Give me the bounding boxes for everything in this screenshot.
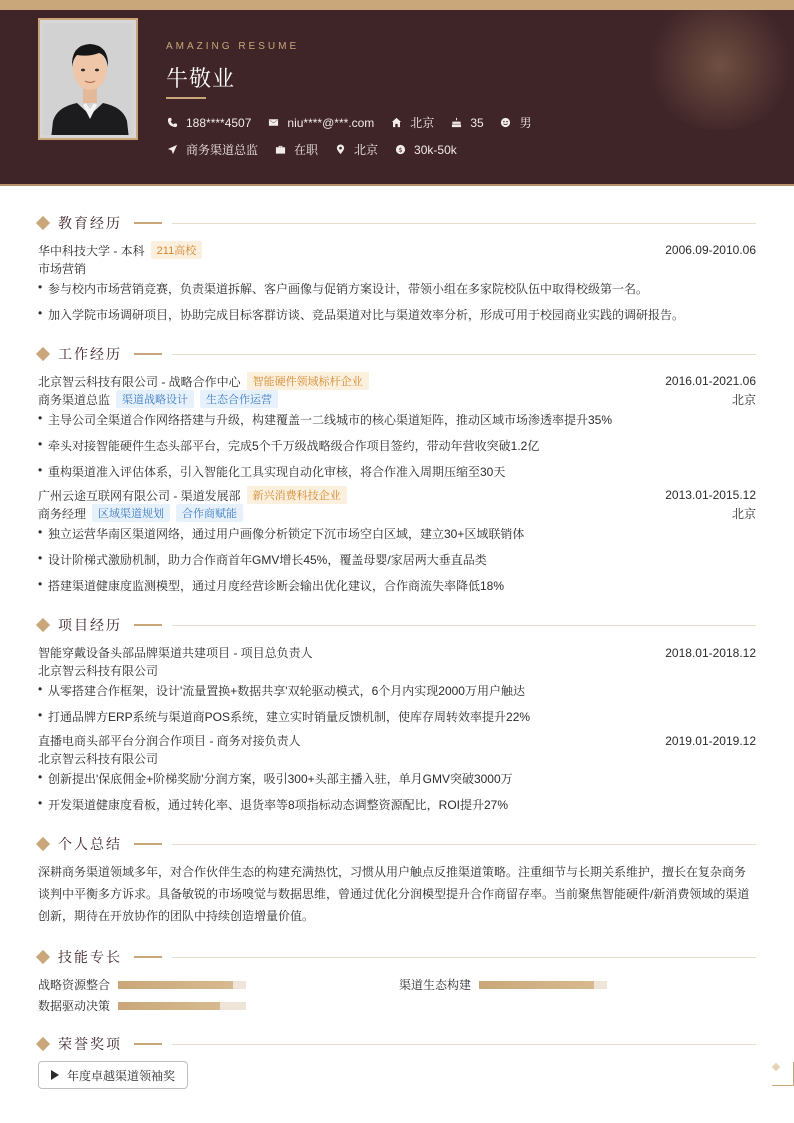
company-tag: 智能硬件领域标杆企业 [247, 372, 369, 390]
list-item: • 打通品牌方ERP系统与渠道商POS系统，建立实时销量反馈机制，使库存周转效率提升22% [38, 708, 531, 724]
major-text: 市场营销 [38, 262, 87, 276]
briefcase-icon [274, 144, 286, 156]
work-city: 北京 [731, 506, 756, 521]
list-item: • 独立运营华南区渠道网络，通过用户画像分析锁定下沉市场空白区域，建立30+区域联销体 [38, 525, 525, 541]
title-accent [134, 956, 162, 958]
phone-text: 188****4507 [186, 115, 252, 130]
project-title: 智能穿戴设备头部品牌渠道共建项目 - 项目总负责人 [38, 646, 313, 660]
company-name: 北京智云科技有限公司 - 战略合作中心 [38, 374, 241, 389]
project-date: 2019.01-2019.12 [665, 733, 756, 748]
list-item: • 重构渠道准入评估体系，引入智能化工具实现自动化审核，将合作准入周期压缩至30天 [38, 463, 506, 479]
diamond-icon [36, 950, 50, 964]
title-accent [134, 222, 162, 224]
skill-name: 渠道生态构建 [399, 978, 472, 992]
mail-icon [267, 117, 279, 129]
title-divider [172, 1044, 756, 1045]
top-accent-bar [0, 0, 794, 10]
status-text: 在职 [294, 143, 319, 157]
bullet-text: 参与校内市场营销竞赛，负责渠道拆解、客户画像与促销方案设计，带领小组在多家院校队伍中取得校级第一名。 [48, 282, 649, 296]
phone-item [166, 116, 251, 130]
title-divider [172, 223, 756, 224]
bullet-text: 创新提出'保底佣金+阶梯奖励'分润方案，吸引300+头部主播入驻，单月GMV突破3000万 [48, 772, 513, 786]
role-tag: 渠道战略设计 [116, 390, 194, 408]
work-1-header [38, 372, 756, 390]
diamond-icon [36, 216, 50, 230]
target-city-text: 北京 [354, 143, 379, 157]
section-title: 项目经历 [58, 617, 122, 633]
diamond-icon [36, 837, 50, 851]
home-icon [390, 117, 402, 129]
profile-photo [43, 23, 133, 135]
role-text: 商务渠道总监 [38, 392, 111, 407]
section-title: 个人总结 [58, 836, 122, 852]
contact-row [166, 114, 548, 131]
school-tag: 211高校 [151, 241, 203, 259]
skill-item [38, 976, 246, 993]
work-1-role [38, 390, 756, 408]
section-projects [36, 615, 756, 635]
award-text: 年度卓越渠道领袖奖 [67, 1068, 176, 1083]
title-accent [134, 843, 162, 845]
work-date: 2013.01-2015.12 [665, 488, 756, 502]
section-work [36, 344, 756, 364]
company-tag: 新兴消费科技企业 [247, 486, 347, 504]
bullet-text: 设计阶梯式激励机制，助力合作商首年GMV增长45%，覆盖母婴/家居两大垂直品类 [48, 553, 487, 567]
project-title: 直播电商头部平台分润合作项目 - 商务对接负责人 [38, 734, 301, 748]
target-city-item [334, 141, 378, 158]
bullet-text: 搭建渠道健康度监测模型，通过月度经营诊断会输出优化建议，合作商流失率降低18% [48, 579, 505, 593]
home-city-text: 北京 [410, 116, 435, 130]
bullet-text: 从零搭建合作框架，设计'流量置换+数据共享'双轮驱动模式，6个月内实现2000万用户触达 [48, 684, 525, 698]
email-item [267, 116, 374, 130]
home-city-item [390, 114, 434, 131]
bullet-text: 独立运营华南区渠道网络，通过用户画像分析锁定下沉市场空白区域，建立30+区域联销体 [48, 527, 525, 541]
project-1-company [38, 662, 756, 679]
project-1-header [38, 644, 756, 661]
role-text: 商务经理 [38, 506, 87, 521]
bullet-text: 加入学院市场调研项目，协助完成目标客群访谈、竞品渠道对比与渠道效率分析，形成可用于校园商业实践的调研报告。 [48, 308, 685, 322]
section-title: 教育经历 [58, 215, 122, 231]
role-tag: 区域渠道规划 [92, 504, 170, 522]
candidate-name: 牛敬业 [166, 66, 236, 91]
project-company: 北京智云科技有限公司 [38, 664, 159, 678]
project-company: 北京智云科技有限公司 [38, 752, 159, 766]
list-item: • 加入学院市场调研项目，协助完成目标客群访谈、竞品渠道对比与渠道效率分析，形成可用于校园商业实践的调研报告。 [38, 306, 685, 322]
role-tag: 合作商赋能 [176, 504, 243, 522]
education-date: 2006.09-2010.06 [665, 243, 756, 257]
school-name: 华中科技大学 - 本科 [38, 243, 145, 258]
list-item: • 开发渠道健康度看板，通过转化率、退货率等8项指标动态调整资源配比，ROI提升27% [38, 796, 509, 812]
project-date: 2018.01-2018.12 [665, 645, 756, 660]
award-item[interactable] [38, 1061, 188, 1089]
work-2-header [38, 486, 756, 504]
list-item: • 牵头对接智能硬件生态头部平台，完成5个千万级战略级合作项目签约，带动年营收突破1.2亿 [38, 437, 540, 453]
gender-text: 男 [519, 116, 532, 130]
diamond-icon [36, 1037, 50, 1051]
role-tag: 生态合作运营 [200, 390, 278, 408]
section-summary [36, 834, 756, 854]
education-major [38, 260, 756, 277]
skill-item [38, 997, 246, 1014]
job-intention-row [166, 141, 473, 158]
status-item [274, 141, 318, 158]
summary-text: 深耕商务渠道领域多年，对合作伙伴生态的构建充满热忱，习惯从用户触点反推渠道策略。注重细节与长期关系维护，擅长在复杂商务谈判中平衡多方诉求。具备敏锐的市场嗅觉与数据思维，曾通过优化分润模型提升合作商留存率。当前聚焦智能硬件/新消费领域的渠道创新，期待在开放协作的团队中持续创造增量价值。 [38, 865, 750, 923]
send-icon [166, 144, 178, 156]
company-name: 广州云途互联网有限公司 - 渠道发展部 [38, 488, 241, 503]
target-position-text: 商务渠道总监 [186, 143, 259, 157]
section-title: 荣誉奖项 [58, 1036, 122, 1052]
phone-icon [166, 117, 178, 129]
list-item: • 设计阶梯式激励机制，助力合作商首年GMV增长45%，覆盖母婴/家居两大垂直品类 [38, 551, 487, 567]
svg-text:$: $ [398, 145, 403, 154]
work-city: 北京 [731, 392, 756, 407]
header-tagline: AMAZING RESUME [166, 41, 300, 52]
skill-bar-fill [118, 981, 233, 989]
skill-bar [118, 1002, 246, 1010]
title-divider [172, 957, 756, 958]
diamond-icon [36, 618, 50, 632]
skill-bar-fill [479, 981, 594, 989]
location-pin-icon [334, 144, 346, 156]
list-item: • 主导公司全渠道合作网络搭建与升级，构建覆盖一二线城市的核心渠道矩阵，推动区域市场渗透率提升35% [38, 411, 613, 427]
work-2-role [38, 504, 756, 522]
title-divider [172, 354, 756, 355]
title-accent [134, 1043, 162, 1045]
resume-header [0, 10, 794, 186]
name-underline [166, 97, 206, 99]
work-date: 2016.01-2021.06 [665, 374, 756, 388]
bullet-text: 牵头对接智能硬件生态头部平台，完成5个千万级战略级合作项目签约，带动年营收突破1.2亿 [48, 439, 540, 453]
salary-item [394, 143, 457, 157]
target-position-item [166, 141, 258, 158]
title-divider [172, 844, 756, 845]
list-item: • 从零搭建合作框架，设计'流量置换+数据共享'双轮驱动模式，6个月内实现2000万用户触达 [38, 682, 525, 698]
bullet-text: 重构渠道准入评估体系，引入智能化工具实现自动化审核，将合作准入周期压缩至30天 [48, 465, 506, 479]
email-text: niu****@***.com [287, 115, 375, 130]
skill-item [399, 976, 607, 993]
skill-name: 战略资源整合 [38, 978, 111, 992]
section-awards [36, 1034, 756, 1054]
title-accent [134, 353, 162, 355]
title-accent [134, 624, 162, 626]
skill-bar [118, 981, 246, 989]
title-divider [172, 625, 756, 626]
header-bottom-line [0, 184, 794, 186]
skill-bar-fill [118, 1002, 220, 1010]
bullet-text: 主导公司全渠道合作网络搭建与升级，构建覆盖一二线城市的核心渠道矩阵，推动区域市场渗透率提升35% [48, 413, 613, 427]
profile-photo-frame [38, 18, 138, 140]
skill-name: 数据驱动决策 [38, 999, 111, 1013]
diamond-icon [36, 347, 50, 361]
gender-item [500, 114, 532, 131]
age-item [450, 116, 483, 130]
list-item: • 搭建渠道健康度监测模型，通过月度经营诊断会输出优化建议，合作商流失率降低18% [38, 577, 505, 593]
section-title: 技能专长 [58, 949, 122, 965]
section-skills [36, 947, 756, 967]
section-title: 工作经历 [58, 346, 122, 362]
salary-text: 30k-50k [414, 142, 457, 157]
section-education [36, 213, 756, 233]
play-triangle-icon [51, 1070, 59, 1080]
cake-icon [450, 117, 462, 129]
header-glow [640, 10, 794, 130]
gender-icon [500, 117, 512, 129]
skill-bar [479, 981, 607, 989]
project-2-header [38, 732, 756, 749]
project-2-company [38, 750, 756, 767]
bullet-text: 开发渠道健康度看板，通过转化率、退货率等8项指标动态调整资源配比，ROI提升27% [48, 798, 509, 812]
bullet-text: 打通品牌方ERP系统与渠道商POS系统，建立实时销量反馈机制，使库存周转效率提升22% [48, 710, 531, 724]
age-text: 35 [470, 115, 484, 130]
education-header [38, 241, 756, 259]
list-item: • 创新提出'保底佣金+阶梯奖励'分润方案，吸引300+头部主播入驻，单月GMV突破3000万 [38, 770, 513, 786]
list-item: • 参与校内市场营销竞赛，负责渠道拆解、客户画像与促销方案设计，带领小组在多家院校队伍中取得校级第一名。 [38, 280, 649, 296]
money-icon [394, 144, 406, 156]
